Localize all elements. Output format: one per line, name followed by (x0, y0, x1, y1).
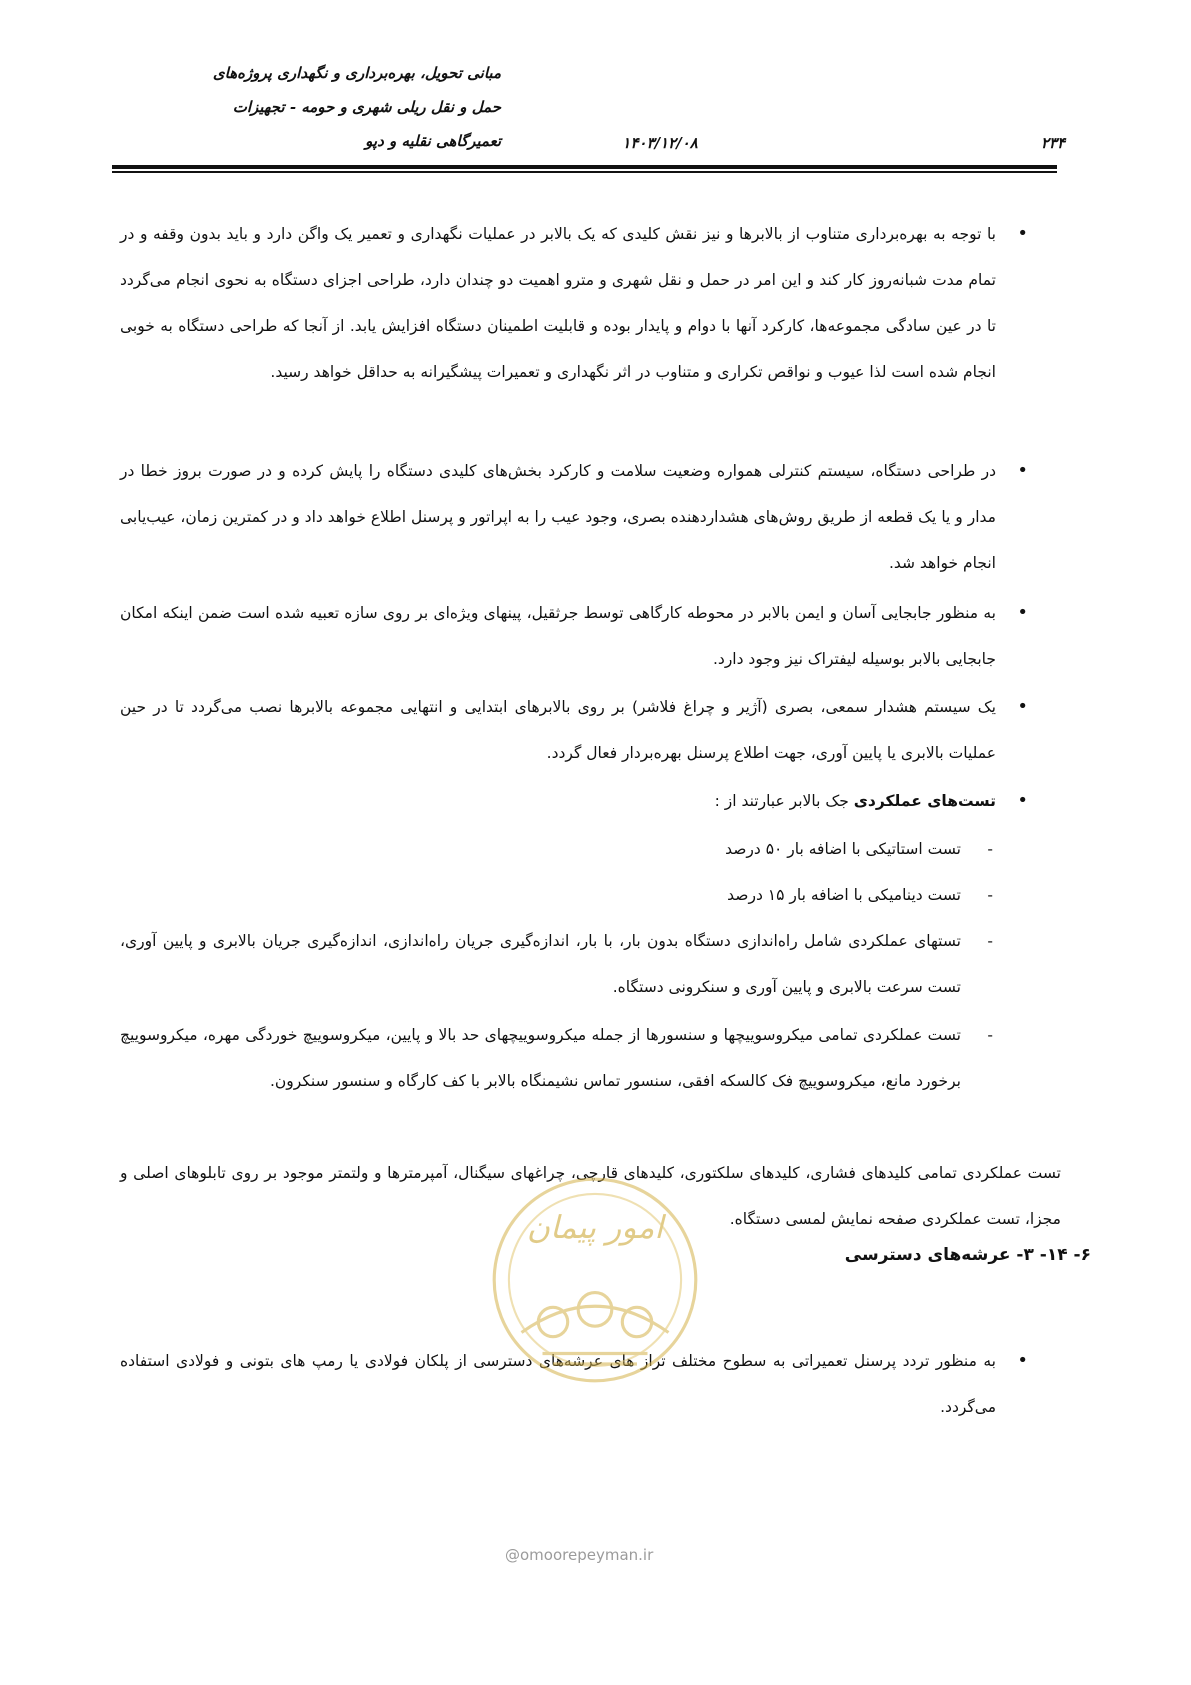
section-heading: ۶- ۱۴- ۳- عرشه‌های دسترسی (844, 1245, 1091, 1265)
page-number: ۲۳۴ (1040, 134, 1065, 152)
header-rule-thick (112, 165, 1057, 169)
watermark-logo-icon (490, 1175, 700, 1385)
header-title-line3: تعمیرگاهی نقلیه و دپو (365, 132, 501, 150)
watermark-logo-text: امور پیمان (526, 1210, 664, 1246)
functional-test-paragraph: تست عملکردی تمامی کلیدهای فشاری، کلیدهای سلکتوری، کلیدهای قارچی، چراغهای سیگنال، آمپرمترها و ولتمتر موجود بر روی تابلوهای اصلی و مجزا، تست عملکردی صفحه نمایش لمسی دستگاه. (120, 1164, 1061, 1228)
bullet-item-5 (120, 778, 996, 824)
bullet-item-2: • در طراحی دستگاه، سیستم کنترلی همواره وضعیت سلامت و کارکرد بخش‌های کلیدی دستگاه را پایش کرده و در صورت بروز خطا در مدار و یا یک قطعه از طریق روش‌های هشداردهنده بصری، وجود عیب را به اپراتور و پرسنل اطلاع خواهد داد و در کمترین زمان، عیب‌یابی انجام خواهد شد. (120, 448, 996, 586)
test-item-startup: - تستهای عملکردی شامل راه‌اندازی دستگاه بدون بار، با بار، اندازه‌گیری جریان راه‌اندازی، اندازه‌گیری جریان بالابری و پایین آوری، تست سرعت بالابری و پایین آوری و سنکرونی دستگاه. (120, 918, 961, 1010)
header-date: ۱۴۰۳/۱۲/۰۸ (622, 134, 698, 152)
functional-tests-intro: جک بالابر عبارتند از : (714, 792, 854, 810)
bullet-item-1: • با توجه به بهره‌برداری متناوب از بالابرها و نیز نقش کلیدی که یک بالابر در عملیات نگهداری و تعمیر یک واگن دارد و باید بدون وقفه و در تمام مدت شبانه‌روز کار کند و این امر در حمل و نقل شهری و مترو اهمیت دو چندان دارد، طراحی اجزای دستگاه به نحوی انجام می‌گردد تا در عین سادگی مجموعه‌ها، کارکرد آنها با دوام و پایدار بوده و قابلیت اطمینان دستگاه افزایش یابد. از آنجا که طراحی دستگاه به خوبی انجام شده است لذا عیوب و نواقص تکراری و متناوب در اثر نگهداری و تعمیرات پیشگیرانه به حداقل خواهد رسید. (120, 211, 996, 395)
watermark-site: @omoorepeyman.ir (505, 1546, 654, 1564)
section-bullet: • به منظور تردد پرسنل تعمیراتی به سطوح مختلف تراز های عرشه‌های دسترسی از پلکان فولادی یا رمپ های بتونی و فولادی استفاده می‌گردد. (120, 1338, 996, 1430)
bullet-item-3: • به منظور جابجایی آسان و ایمن بالابر در محوطه کارگاهی توسط جرثقیل، پینهای ویژه‌ای بر روی سازه تعبیه شده است ضمن اینکه امکان جابجایی بالابر بوسیله لیفتراک نیز وجود دارد. (120, 590, 996, 682)
test-item-static: - تست استاتیکی با اضافه بار ۵۰ درصد (120, 826, 961, 872)
header-title-line2: حمل و نقل ریلی شهری و حومه - تجهیزات (232, 98, 501, 116)
bullet-item-4: • یک سیستم هشدار سمعی، بصری (آژیر و چراغ فلاشر) بر روی بالابرهای ابتدایی و انتهایی مجموعه بالابرها نصب می‌گردد تا در حین عملیات بالابری یا پایین آوری، جهت اطلاع پرسنل بهره‌بردار فعال گردد. (120, 684, 996, 776)
functional-tests-label: تست‌های عملکردی (853, 792, 996, 810)
header-rule-thin (112, 171, 1057, 173)
test-item-dynamic: - تست دینامیکی با اضافه بار ۱۵ درصد (120, 872, 961, 918)
header-title-line1: مبانی تحویل، بهره‌برداری و نگهداری پروژه‌های (212, 64, 501, 82)
test-item-microswitches: - تست عملکردی تمامی میکروسوییچها و سنسورها از جمله میکروسوییچهای حد بالا و پایین، میکروسوییچ خوردگی مهره، میکروسوییچ برخورد مانع، میکروسوییچ فک کالسکه افقی، سنسور تماس نشیمنگاه بالابر با کف کارگاه و سنسور سنکرون. (120, 1012, 961, 1104)
